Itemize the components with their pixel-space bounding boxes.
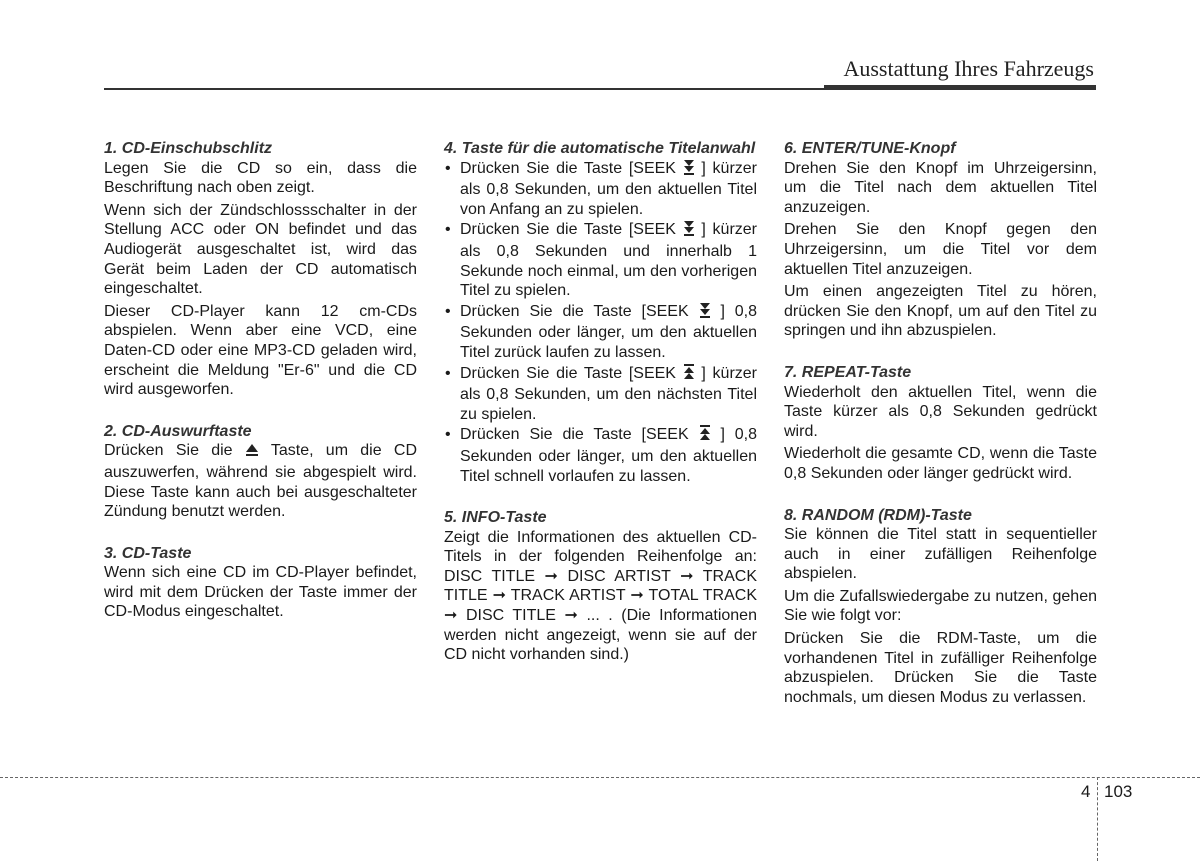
column-2	[444, 139, 757, 687]
column-1	[104, 139, 417, 644]
list-item-text: Drücken Sie die Taste [SEEK	[460, 159, 676, 177]
paragraph-text: Drücken Sie die	[104, 442, 233, 460]
list-item	[444, 220, 757, 300]
list-item	[444, 302, 757, 363]
seek-up-icon	[699, 425, 711, 447]
seek-down-icon	[699, 302, 711, 324]
section-random	[784, 506, 1097, 708]
section-repeat	[784, 363, 1097, 484]
paragraph	[444, 528, 757, 665]
page-header-title: Ausstattung Ihres Fahrzeugs	[843, 56, 1094, 81]
eject-icon	[245, 443, 259, 463]
paragraph: Drücken Sie die RDM-Taste, um die vorhandenen Titel in zufälliger Reihenfolge abzuspielen. Drücken Sie die Taste nochmals, um diesen Modus zu verlassen.	[784, 630, 1097, 706]
list-item-text: ] kürzer als 0,8 Sekunden, um den nächsten Titel zu spielen.	[460, 364, 758, 423]
section-heading: 4. Taste für die automatische Titelanwahl	[444, 140, 756, 157]
paragraph: Dieser CD-Player kann 12 cm-CDs abspielen. Wenn aber eine VCD, eine Daten-CD oder eine MP3-CD geladen wird, erscheint die Meldung "Er-6" und die CD wird ausgeworfen.	[104, 302, 417, 399]
paragraph: Um einen angezeigten Titel zu hören, drücken Sie den Knopf, um auf den Titel zu springen und ihn abzuspielen.	[784, 283, 1097, 340]
list-item-text: Drücken Sie die Taste [SEEK	[460, 364, 676, 382]
paragraph: Um die Zufallswiedergabe zu nutzen, gehen Sie wie folgt vor:	[784, 587, 1097, 625]
list-item-text: Drücken Sie die Taste [SEEK	[460, 221, 676, 239]
paragraph: Drehen Sie den Knopf im Uhrzeigersinn, um die Titel nach dem aktuellen Titel anzuzeigen.	[784, 159, 1097, 216]
paragraph: Wiederholt die gesamte CD, wenn die Taste 0,8 Sekunden oder länger gedrückt wird.	[784, 445, 1097, 482]
page-number: 103	[1104, 782, 1133, 801]
section-heading: 2. CD-Auswurftaste	[104, 422, 252, 440]
paragraph-text: TRACK ARTIST	[510, 587, 626, 605]
arrow-right-icon: ➞	[544, 567, 558, 585]
paragraph: Wiederholt den aktuellen Titel, wenn die Taste kürzer als 0,8 Sekunden gedrückt wird.	[784, 383, 1097, 440]
section-seek	[444, 139, 757, 486]
list-item	[444, 425, 757, 486]
column-3	[784, 139, 1097, 729]
arrow-right-icon: ➞	[492, 587, 506, 605]
header-rule-accent	[824, 85, 1096, 90]
list-item-text: ] kürzer als 0,8 Sekunden, um den aktuellen Titel von Anfang an zu spielen.	[460, 159, 758, 218]
paragraph-text: TOTAL TRACK	[648, 587, 757, 605]
seek-down-icon	[683, 220, 695, 242]
seek-up-icon	[683, 364, 695, 386]
section-enter-tune	[784, 139, 1097, 341]
chapter-number: 4	[1081, 782, 1091, 801]
list-item-text: ] kürzer als 0,8 Sekunden und innerhalb 1 Sekunde noch einmal, um den vorherigen Titel zu spielen.	[460, 221, 758, 300]
section-heading: 5. INFO-Taste	[444, 509, 547, 527]
footer-rule	[0, 777, 1200, 778]
list-item-text: ] 0,8 Sekunden oder länger, um den aktuellen Titel zurück laufen zu lassen.	[460, 302, 758, 361]
arrow-right-icon: ➞	[630, 587, 644, 605]
paragraph: Wenn sich eine CD im CD-Player befindet, wird mit dem Drücken der Taste immer der CD-Modus eingeschaltet.	[104, 564, 417, 621]
paragraph: Drehen Sie den Knopf gegen den Uhrzeigersinn, um die Titel vor dem aktuellen Titel anzuzeigen.	[784, 221, 1097, 278]
section-heading: 8. RANDOM (RDM)-Taste	[784, 506, 972, 524]
section-info	[444, 508, 757, 665]
seek-down-icon	[683, 159, 695, 181]
section-cd-slot	[104, 139, 417, 400]
paragraph-text: ... . (Die Informationen werden nicht angezeigt, wenn sie auf der CD nicht vorhanden sind.)	[444, 607, 757, 664]
section-heading: 7. REPEAT-Taste	[784, 363, 912, 381]
paragraph	[104, 441, 417, 521]
section-cd-button	[104, 544, 417, 622]
list-item-text: ] 0,8 Sekunden oder länger, um den aktuellen Titel schnell vorlaufen zu lassen.	[460, 426, 758, 485]
section-heading: 3. CD-Taste	[104, 544, 192, 562]
paragraph: Legen Sie die CD so ein, dass die Beschriftung nach oben zeigt.	[104, 159, 417, 197]
section-heading: 1. CD-Einschubschlitz	[104, 140, 273, 157]
section-heading: 6. ENTER/TUNE-Knopf	[784, 140, 956, 157]
footer-divider	[1097, 777, 1098, 861]
paragraph: Sie können die Titel statt in sequentieller auch in einer zufälligen Reihenfolge abspielen.	[784, 526, 1097, 583]
section-cd-eject	[104, 422, 417, 522]
list-item	[444, 364, 757, 425]
arrow-right-icon: ➞	[444, 607, 458, 625]
paragraph-text: Zeigt die Informationen des aktuellen CD-Titels in der folgenden Reihenfolge an: DISC TITLE	[444, 528, 757, 585]
paragraph-text: DISC TITLE	[465, 607, 556, 625]
bullet-list	[444, 159, 757, 487]
list-item	[444, 159, 757, 220]
paragraph-text: TRACK TITLE	[444, 567, 757, 605]
arrow-right-icon: ➞	[564, 607, 578, 625]
paragraph-text: Taste, um die CD auszuwerfen, während sie abgespielt wird. Diese Taste kann auch bei ausgeschalteter Zündung benutzt werden.	[104, 442, 418, 521]
list-item-text: Drücken Sie die Taste [SEEK	[460, 426, 689, 444]
paragraph: Wenn sich der Zündschlossschalter in der Stellung ACC oder ON befindet und das Audiogerät ausgeschaltet ist, wird das Gerät beim Laden der CD automatisch eingeschaltet.	[104, 201, 417, 298]
arrow-right-icon: ➞	[680, 567, 694, 585]
list-item-text: Drücken Sie die Taste [SEEK	[460, 302, 689, 320]
paragraph-text: DISC ARTIST	[567, 567, 671, 585]
